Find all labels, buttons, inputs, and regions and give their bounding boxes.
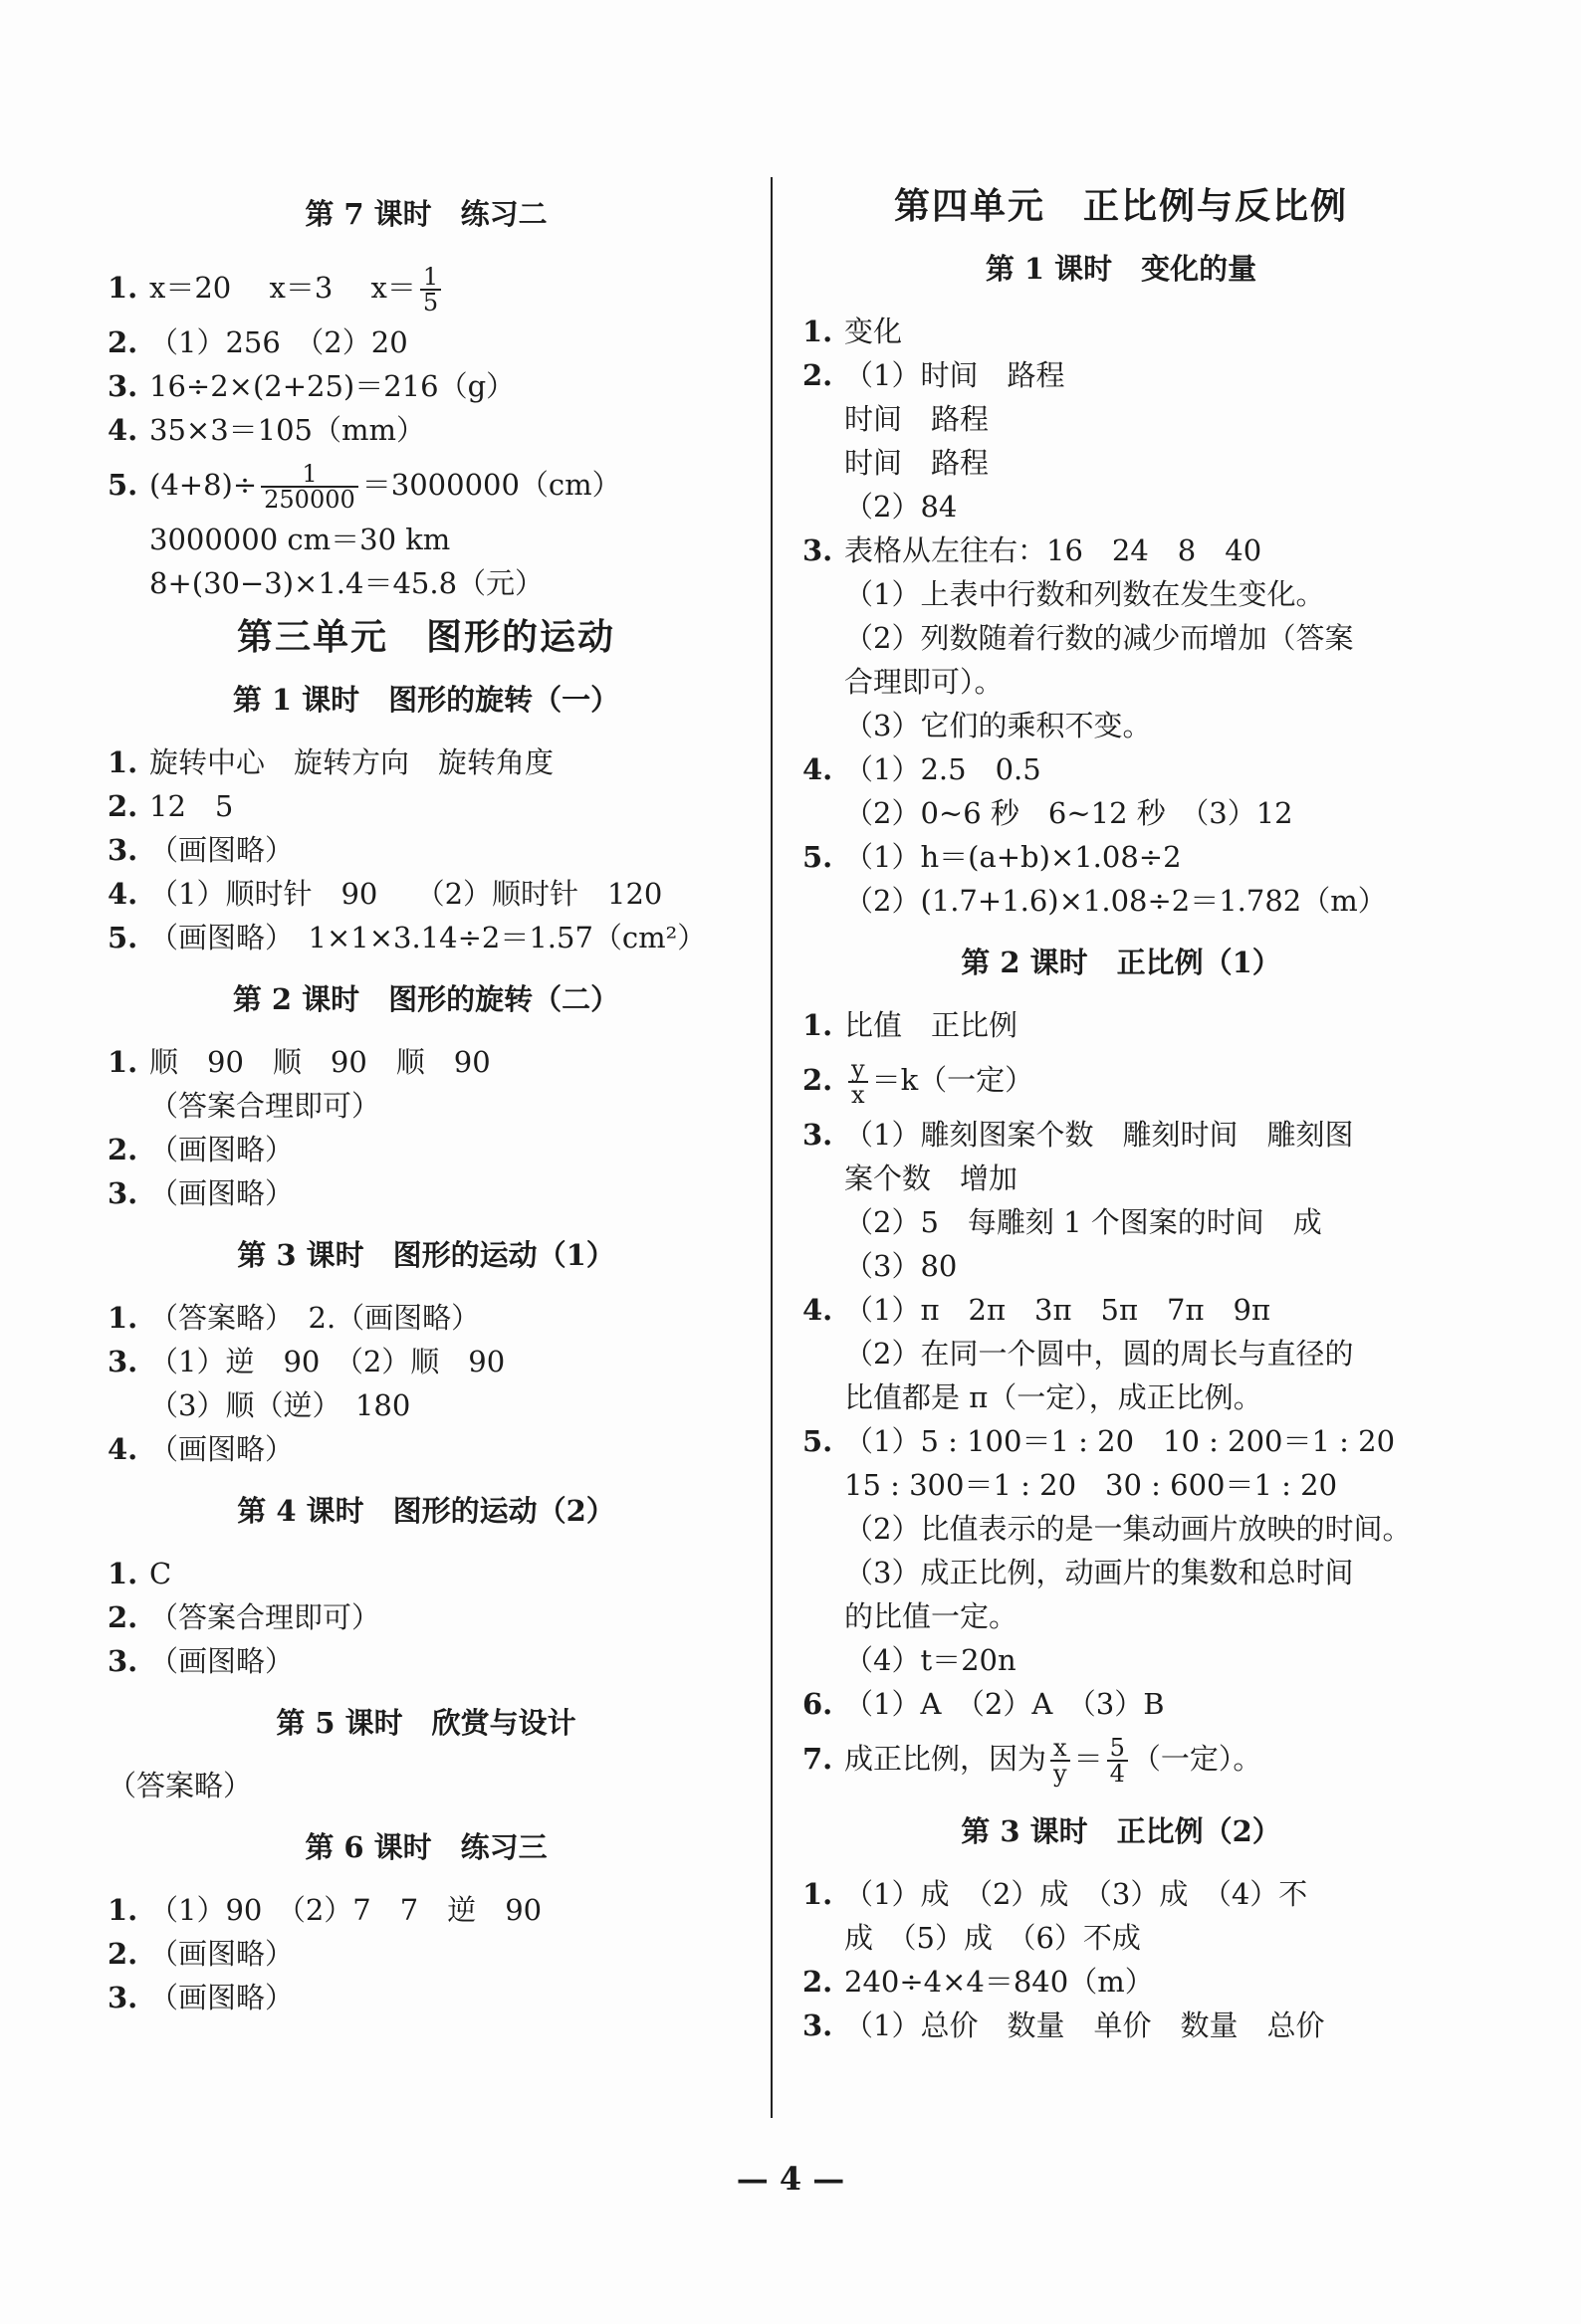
answer-line: 3. （1）总价 数量 单价 数量 总价 [802, 2008, 1325, 2042]
answer-line: 4. （1）π 2π 3π 5π 7π 9π [802, 1293, 1271, 1327]
answer-line: 2. 12 5 [108, 789, 234, 823]
answer-line: 合理即可）。 [844, 665, 1004, 699]
answer-line: 比值都是 π（一定），成正比例。 [844, 1380, 1262, 1414]
answer-line: （2）0~6 秒 6~12 秒 （3）12 [844, 796, 1293, 830]
fraction: $\frac{y}{x}$ [848, 1057, 868, 1107]
answer-line: 2. $\frac{y}{x}$ ＝k（一定） [802, 1055, 1034, 1109]
lesson-title: 第 2 课时 图形的旋转（二） [232, 982, 620, 1016]
answer-line: 3. （画图略） [108, 1176, 295, 1210]
answer-line: 3. （画图略） [108, 1981, 295, 2014]
answer-line: （2）列数随着行数的减少而增加（答案 [844, 621, 1354, 655]
answer-line: （3）成正比例，动画片的集数和总时间 [844, 1556, 1354, 1589]
answer-line: 案个数 增加 [844, 1162, 1018, 1195]
answer-line: 4. 35×3＝105（mm） [108, 413, 426, 447]
answer-line: 3. （画图略） [108, 833, 295, 867]
answer-line: 1. 变化 [802, 315, 903, 348]
lesson-title: 第 5 课时 欣赏与设计 [276, 1706, 576, 1740]
answer-line: 4. （画图略） [108, 1432, 295, 1466]
unit-title: 第三单元 图形的运动 [236, 616, 615, 658]
answer-line: 5. （1）5 : 100＝1 : 20 10 : 200＝1 : 20 [802, 1424, 1396, 1458]
answer-line: （4）t＝20n [844, 1643, 1016, 1677]
answer-line: 时间 路程 [844, 402, 990, 436]
answer-line: （2）84 [844, 490, 958, 524]
answer-line: 2. 240÷4×4＝840（m） [802, 1965, 1154, 1999]
answer-line: 8+(30−3)×1.4＝45.8（元） [149, 566, 545, 600]
answer-line: 3. （1）雕刻图案个数 雕刻时间 雕刻图 [802, 1118, 1354, 1152]
right-column [802, 174, 1440, 2047]
answer-line: （答案略） [108, 1769, 253, 1802]
answer-line: 1. （1）90 （2）7 7 逆 90 [108, 1893, 543, 1927]
answer-line: 5. （画图略） 1×1×3.14÷2＝1.57（cm²） [108, 921, 707, 954]
answer-line: 2. （画图略） [108, 1133, 295, 1166]
answer-line: 7. 成正比例，因为 $\frac{x}{y}$ ＝ $\frac{5}{4}$ （一定）。 [802, 1734, 1262, 1788]
answer-line: （3）它们的乘积不变。 [844, 709, 1152, 742]
answer-line: （2）比值表示的是一集动画片放映的时间。 [844, 1512, 1412, 1546]
answer-line: 1. （答案略） 2.（画图略） [108, 1301, 481, 1335]
lesson-title: 第 2 课时 正比例（1） [961, 946, 1281, 979]
unit-title: 第四单元 正比例与反比例 [893, 185, 1348, 227]
answer-line: 1. C [108, 1557, 172, 1590]
lesson-title: 第 4 课时 图形的运动（2） [237, 1494, 615, 1528]
answer-line: （2）5 每雕刻 1 个图案的时间 成 [844, 1205, 1322, 1239]
answer-line: 4. （1）2.5 0.5 [802, 752, 1041, 786]
answer-line: 成 （5）成 （6）不成 [844, 1921, 1141, 1955]
answer-line: 1. 顺 90 顺 90 顺 90 [108, 1045, 491, 1079]
answer-line: 3. （1）逆 90 （2）顺 90 [108, 1345, 506, 1378]
answer-line: 3. 16÷2×(2+25)＝216（g） [108, 369, 516, 403]
answer-line: 3. （画图略） [108, 1644, 295, 1678]
fraction: $\frac{1}{5}$ [420, 265, 441, 315]
answer-line: （2）在同一个圆中，圆的周长与直径的 [844, 1337, 1354, 1371]
answer-line: 4. （1）顺时针 90 （2）顺时针 120 [108, 877, 663, 911]
answer-line: （2）(1.7+1.6)×1.08÷2＝1.782（m） [844, 884, 1387, 918]
lesson-title: 第 3 课时 正比例（2） [961, 1814, 1281, 1848]
answer-line: 1. 比值 正比例 [802, 1008, 1018, 1042]
lesson-title: 第 1 课时 变化的量 [985, 252, 1257, 286]
lesson-title: 第 7 课时 练习二 [305, 197, 548, 231]
answer-line: 2. （画图略） [108, 1937, 295, 1971]
answer-line: 6. （1）A （2）A （3）B [802, 1687, 1165, 1721]
fraction: $\frac{1}{250000}$ [261, 462, 358, 512]
fraction: $\frac{5}{4}$ [1107, 1736, 1128, 1786]
answer-line: 1. 旋转中心 旋转方向 旋转角度 [108, 745, 555, 779]
answer-line: （3）顺（逆） 180 [149, 1388, 411, 1422]
lesson-title: 第 3 课时 图形的运动（1） [237, 1238, 615, 1272]
answer-line: 的比值一定。 [844, 1599, 1018, 1633]
answer-line: 15 : 300＝1 : 20 30 : 600＝1 : 20 [844, 1468, 1338, 1502]
answer-line: 2. （1）256 （2）20 [108, 325, 408, 359]
left-column [108, 174, 745, 2019]
fraction: $\frac{x}{y}$ [1050, 1736, 1070, 1786]
answer-line: 1. x＝20 x＝3 x＝ $\frac{1}{5}$ [108, 255, 745, 320]
answer-line: （1）上表中行数和列数在发生变化。 [844, 577, 1325, 611]
page-number: — 4 — [736, 2160, 845, 2198]
answer-line: 2. （1）时间 路程 [802, 358, 1065, 392]
answer-line: 时间 路程 [844, 446, 990, 480]
answer-line: 3. 表格从左往右：16 24 8 40 [802, 533, 1262, 567]
answer-line: 5. (4+8)÷ $\frac{1}{250000}$ ＝3000000（cm） [108, 460, 621, 514]
answer-line: 1. （1）成 （2）成 （3）成 （4）不 [802, 1877, 1308, 1911]
answer-line: 5. （1）h＝(a+b)×1.08÷2 [802, 840, 1182, 874]
answer-line: 3000000 cm＝30 km [149, 523, 451, 556]
lesson-title: 第 6 课时 练习三 [305, 1830, 548, 1864]
lesson-title: 第 1 课时 图形的旋转（一） [232, 683, 620, 717]
answer-line: （答案合理即可） [149, 1089, 381, 1123]
answer-line: 2. （答案合理即可） [108, 1600, 381, 1634]
column-divider [771, 177, 773, 2118]
answer-line: （3）80 [844, 1249, 958, 1283]
